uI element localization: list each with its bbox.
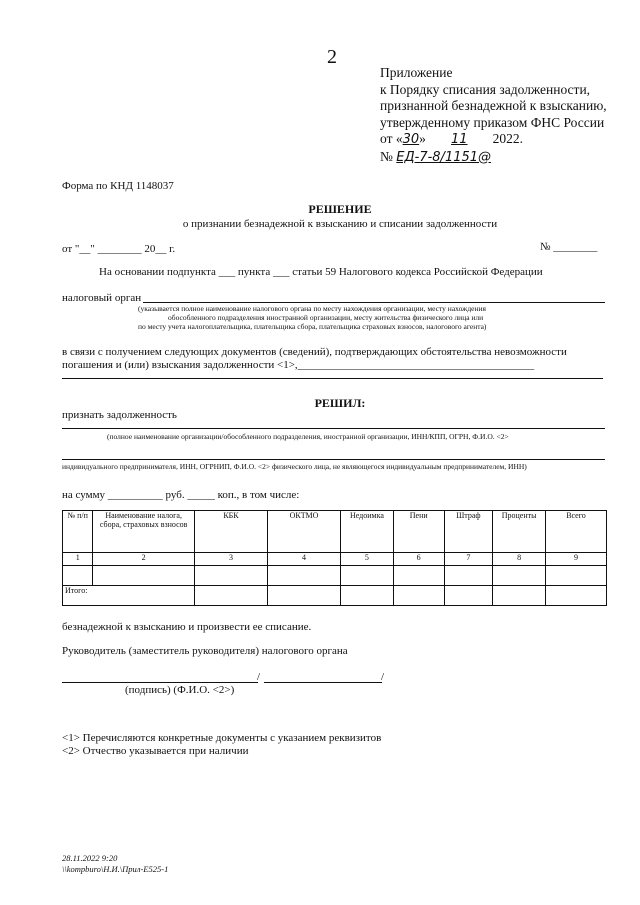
- number-cell: 1: [63, 553, 93, 566]
- header-cell: Пени: [393, 511, 444, 553]
- tax-org-line: [143, 302, 605, 303]
- entity-line-2: [62, 459, 605, 460]
- date-day: 30: [402, 132, 420, 147]
- footnote-1: <1> Перечисляются конкретные документы с указанием реквизитов: [62, 732, 382, 744]
- number-cell: 4: [267, 553, 340, 566]
- header-cell: Штраф: [444, 511, 493, 553]
- tax-org-hint: [138, 304, 568, 331]
- signature-separator: /: [257, 671, 261, 683]
- appendix-date: от «30» 11 2022.: [380, 131, 524, 147]
- header-cell: Проценты: [493, 511, 546, 553]
- table-cell: [267, 566, 340, 586]
- sum-line: на сумму __________ руб. _____ коп., в том числе:: [62, 489, 300, 501]
- signature-label: (подпись) (Ф.И.О. <2>): [125, 684, 235, 696]
- appendix-line-1: Приложение: [380, 65, 453, 80]
- entity-hint-2: индивидуального предпринимателя, ИНН, ОГРНИП, Ф.И.О. <2> физического лица, не являющегося индивидуальным предпринимателем, ИНН): [62, 462, 527, 471]
- header-cell: КБК: [194, 511, 267, 553]
- header-cell: Недоимка: [341, 511, 394, 553]
- basis-text: На основании подпункта ___ пункта ___ статьи 59 Налогового кодекса Российской Федерации: [99, 266, 543, 278]
- number-cell: 8: [493, 553, 546, 566]
- date-month: 11: [451, 132, 468, 147]
- signature-line: [62, 682, 258, 683]
- table-cell: [546, 566, 607, 586]
- table-cell: [267, 586, 340, 606]
- decision-number-line: № ________: [540, 241, 598, 253]
- table-header-row: [63, 511, 607, 553]
- signature-separator-end: /: [381, 671, 385, 683]
- table-cell: [393, 566, 444, 586]
- table-cell: [341, 566, 394, 586]
- head-text: Руководитель (заместитель руководителя) налогового органа: [62, 645, 348, 657]
- tax-org-hint-1: (указывается полное наименование налогового органа по месту нахождения организации, месту нахождения: [138, 304, 486, 313]
- appendix-number: [380, 149, 607, 167]
- number-cell: 7: [444, 553, 493, 566]
- order-number: ЕД-7-8/1151@: [396, 149, 492, 165]
- footer-timestamp: 28.11.2022 9:20: [62, 853, 118, 863]
- table-cell: [194, 566, 267, 586]
- table-cell: [493, 586, 546, 606]
- tax-org-hint-3: по месту учета налогоплательщика, плательщика сбора, плательщика страховых взносов, налогового агента): [138, 322, 487, 331]
- date-year: 2022: [492, 131, 520, 146]
- table-cell: [493, 566, 546, 586]
- documents-text: в связи с получением следующих документов (сведений), подтверждающих обстоятельства невозможности погашения и (или) взыскания задолженности <1>,___________________________________________: [62, 346, 567, 371]
- number-cell: 6: [393, 553, 444, 566]
- number-cell: 9: [546, 553, 607, 566]
- header-cell: № п/п: [63, 511, 93, 553]
- table-cell: [444, 586, 493, 606]
- entity-hint-1: (полное наименование организации/обособленного подразделения, иностранной организации, ИНН/КПП, ОГРН, Ф.И.О. <2>: [107, 432, 509, 441]
- number-cell: 3: [194, 553, 267, 566]
- header-cell: ОКТМО: [267, 511, 340, 553]
- decision-subtitle: о признании безнадежной к взысканию и списании задолженности: [182, 218, 498, 230]
- page-number: 2: [327, 46, 337, 68]
- appendix-block: [380, 65, 607, 166]
- table-cell: [341, 586, 394, 606]
- footnotes: [62, 732, 381, 758]
- decision-date-line: от "__" ________ 20__ г.: [62, 243, 176, 255]
- table-cell: [93, 566, 194, 586]
- hopeless-text: безнадежной к взысканию и произвести ее списание.: [62, 621, 312, 633]
- resolved-heading: РЕШИЛ:: [314, 396, 366, 410]
- footer-path: \\kompburo\Н.И.\Прил-Е525-1: [62, 864, 169, 874]
- file-footer: [62, 853, 168, 875]
- table-number-row: [63, 553, 607, 566]
- entity-line-1: [62, 428, 605, 429]
- header-cell: Наименование налога, сбора, страховых взносов: [93, 511, 194, 553]
- table-row: [63, 566, 607, 586]
- acknowledge-text: признать задолженность: [62, 409, 177, 421]
- documents-line: [62, 378, 603, 379]
- appendix-line-2: к Порядку списания задолженности,: [380, 81, 591, 97]
- tax-org-label: налоговый орган: [62, 292, 142, 304]
- number-cell: 2: [93, 553, 194, 566]
- form-code: Форма по КНД 1148037: [62, 180, 174, 192]
- appendix-line-4: утвержденному приказом ФНС России: [380, 114, 605, 130]
- number-prefix: №: [380, 148, 393, 164]
- table-cell: [63, 566, 93, 586]
- table-cell: [194, 586, 267, 606]
- date-prefix: от «: [380, 131, 403, 146]
- debt-table: [62, 510, 607, 606]
- total-label: Итого:: [63, 586, 195, 606]
- appendix-line-3: признанной безнадежной к взысканию,: [380, 98, 607, 113]
- table-total-row: [63, 586, 607, 606]
- number-cell: 5: [341, 553, 394, 566]
- table-cell: [393, 586, 444, 606]
- tax-org-hint-2: обособленного подразделения иностранной организации, месту жительства физического лица или: [168, 313, 484, 322]
- name-line: [264, 682, 382, 683]
- decision-title: РЕШЕНИЕ: [308, 202, 372, 216]
- footnote-2: <2> Отчество указывается при наличии: [62, 745, 249, 757]
- header-cell: Всего: [546, 511, 607, 553]
- table-cell: [546, 586, 607, 606]
- table-cell: [444, 566, 493, 586]
- date-mid: »: [419, 131, 426, 146]
